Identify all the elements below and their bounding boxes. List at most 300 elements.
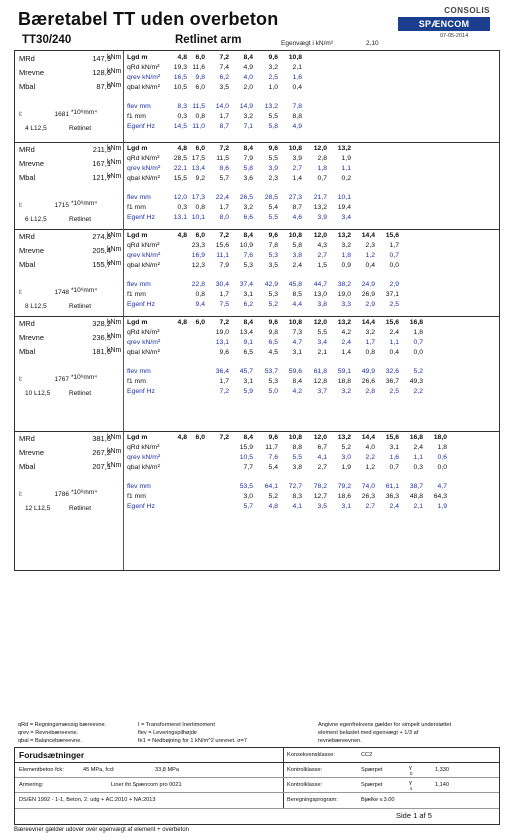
table-cell: 6,7 bbox=[317, 444, 327, 451]
table-cell: 1,8 bbox=[341, 252, 351, 259]
table-cell: 3,2 bbox=[243, 204, 253, 211]
mrd-value: 274,8 bbox=[92, 232, 111, 241]
brand-top: CONSOLIS bbox=[444, 6, 490, 15]
table-cell: 3,2 bbox=[341, 242, 351, 249]
table-cell: 4,0 bbox=[365, 444, 375, 451]
table-cell: 3,5 bbox=[219, 84, 229, 91]
table-cell: 79,2 bbox=[337, 483, 351, 490]
table-cell: 5,7 bbox=[219, 175, 229, 182]
table-cell: 5,4 bbox=[268, 464, 278, 471]
inertia-unit: *10⁶mm⁴ bbox=[71, 287, 98, 294]
table-cell: 2,4 bbox=[341, 339, 351, 346]
inertia-value: 1715 bbox=[54, 202, 69, 209]
table-cell: 1,6 bbox=[389, 454, 399, 461]
table-cell: 8,4 bbox=[292, 378, 302, 385]
table-cell: 7,5 bbox=[219, 301, 229, 308]
document-date: 07-05-2014 bbox=[440, 33, 469, 39]
table-cell: 6,2 bbox=[243, 301, 253, 308]
table-cell: 38,7 bbox=[409, 483, 423, 490]
table-cell: 8,8 bbox=[292, 113, 302, 120]
row-label-lgd: Lgd m bbox=[127, 145, 148, 152]
table-cell: 7,6 bbox=[243, 252, 253, 259]
table-cell: 0,0 bbox=[413, 349, 423, 356]
table-cell: 26,9 bbox=[361, 291, 375, 298]
table-cell: 2,8 bbox=[317, 155, 327, 162]
unit-label: kNm bbox=[107, 434, 122, 441]
mrevne-label: Mrevne bbox=[19, 448, 45, 457]
row-label-flev: flev mm bbox=[127, 483, 151, 490]
table-cell: 9,6 bbox=[268, 232, 278, 239]
table-cell: 8,8 bbox=[292, 444, 302, 451]
inertia-label: I: bbox=[19, 491, 23, 498]
table-cell: 4,9 bbox=[292, 123, 302, 130]
table-cell: 7,3 bbox=[292, 329, 302, 336]
gamma-symbol: γ bbox=[409, 765, 412, 771]
table-cell: 1,8 bbox=[413, 329, 423, 336]
table-block bbox=[15, 431, 499, 570]
table-cell: 53,5 bbox=[239, 483, 253, 490]
table-cell: 0,8 bbox=[195, 204, 205, 211]
table-cell: 3,2 bbox=[341, 388, 351, 395]
table-cell: 4,5 bbox=[268, 349, 278, 356]
inertia-label: I: bbox=[19, 376, 23, 383]
table-cell: 15,6 bbox=[385, 319, 399, 326]
program-value: Bjælke v.3.00 bbox=[361, 797, 395, 803]
table-cell: 24,9 bbox=[361, 281, 375, 288]
table-cell: 6,6 bbox=[243, 214, 253, 221]
table-cell: 6,2 bbox=[219, 74, 229, 81]
table-cell: 15,5 bbox=[173, 175, 187, 182]
mrd-value: 211,3 bbox=[92, 145, 111, 154]
table-cell: 36,4 bbox=[215, 368, 229, 375]
table-cell: 13,2 bbox=[337, 145, 351, 152]
control-class-value: Spærpet bbox=[361, 767, 383, 773]
table-cell: 4,8 bbox=[177, 319, 187, 326]
table-cell: 3,1 bbox=[389, 444, 399, 451]
table-cell: 14,9 bbox=[239, 103, 253, 110]
table-cell: 6,0 bbox=[195, 434, 205, 441]
table-cell: 44,7 bbox=[313, 281, 327, 288]
table-cell: 10,5 bbox=[239, 454, 253, 461]
table-cell: 8,3 bbox=[292, 493, 302, 500]
table-cell: 19,0 bbox=[215, 329, 229, 336]
table-cell: 7,8 bbox=[268, 242, 278, 249]
table-cell: 64,3 bbox=[433, 493, 447, 500]
table-cell: 19,4 bbox=[337, 204, 351, 211]
code-reference: DS/EN 1992 - 1-1, Beton, 2. udg + AC:2010 + NA:2013 bbox=[19, 797, 156, 803]
table-cell: 5,5 bbox=[268, 214, 278, 221]
row-label-egenf: Egenf Hz bbox=[127, 123, 155, 130]
table-cell: 64,1 bbox=[264, 483, 278, 490]
table-cell: 0,3 bbox=[177, 204, 187, 211]
legend-line: qRd = Regningsmæssig bæreevne. bbox=[18, 722, 107, 728]
table-cell: 6,5 bbox=[268, 339, 278, 346]
row-label-f1: f1 mm bbox=[127, 378, 146, 385]
row-label-qbal: qbal kN/m² bbox=[127, 262, 160, 269]
table-cell: 2,9 bbox=[389, 281, 399, 288]
table-cell: 5,2 bbox=[341, 444, 351, 451]
table-cell: 4,2 bbox=[292, 388, 302, 395]
table-cell: 8,6 bbox=[219, 165, 229, 172]
inertia-value: 1786 bbox=[54, 491, 69, 498]
table-cell: 11,6 bbox=[192, 64, 205, 71]
table-cell: 12,3 bbox=[191, 262, 205, 269]
gamma-subscript: b bbox=[410, 771, 413, 776]
table-cell: 4,8 bbox=[177, 232, 187, 239]
table-cell: 13,1 bbox=[173, 214, 187, 221]
mrevne-label: Mrevne bbox=[19, 246, 45, 255]
control-class-value: Spærpet bbox=[361, 782, 383, 788]
weight-label: Egenvægt i kN/m² bbox=[281, 40, 334, 47]
table-cell: 9,6 bbox=[268, 145, 278, 152]
table-cell: 5,4 bbox=[268, 204, 278, 211]
table-cell: 5,2 bbox=[413, 368, 423, 375]
table-cell: 18,0 bbox=[433, 434, 447, 441]
table-cell: 0,7 bbox=[317, 175, 327, 182]
mbal-value: 155,7 bbox=[92, 260, 111, 269]
table-cell: 10,9 bbox=[239, 242, 253, 249]
mrevne-value: 205,4 bbox=[92, 246, 111, 255]
table-cell: 74,0 bbox=[361, 483, 375, 490]
table-cell: 3,6 bbox=[243, 175, 253, 182]
table-block bbox=[15, 229, 499, 317]
table-cell: 16,9 bbox=[191, 252, 205, 259]
table-cell: 10,8 bbox=[288, 145, 302, 152]
table-cell: 10,8 bbox=[288, 319, 302, 326]
mbal-label: Mbal bbox=[19, 462, 36, 471]
table-cell: 36,7 bbox=[385, 378, 399, 385]
table-cell: 2,9 bbox=[365, 301, 375, 308]
table-cell: 4,7 bbox=[437, 483, 447, 490]
table-cell: 2,2 bbox=[365, 454, 375, 461]
mrd-label: MRd bbox=[19, 232, 35, 241]
weight-value: 2,10 bbox=[366, 40, 379, 47]
mrevne-value: 236,5 bbox=[92, 333, 111, 342]
table-cell: 14,4 bbox=[361, 434, 375, 441]
table-cell: 1,7 bbox=[219, 378, 229, 385]
table-cell: 2,5 bbox=[389, 301, 399, 308]
table-cell: 4,0 bbox=[243, 74, 253, 81]
table-cell: 1,9 bbox=[341, 155, 351, 162]
unit-label: kNm bbox=[107, 232, 122, 239]
table-cell: 0,8 bbox=[195, 291, 205, 298]
table-cell: 8,0 bbox=[219, 214, 229, 221]
table-cell: 28,5 bbox=[264, 194, 278, 201]
inertia-label: I: bbox=[19, 202, 23, 209]
table-cell: 21,7 bbox=[313, 194, 327, 201]
table-cell: 26,6 bbox=[361, 378, 375, 385]
table-cell: 0,6 bbox=[437, 454, 447, 461]
table-cell: 4,8 bbox=[177, 434, 187, 441]
table-cell: 72,7 bbox=[288, 483, 302, 490]
table-cell: 3,9 bbox=[317, 214, 327, 221]
table-cell: 16,5 bbox=[173, 74, 187, 81]
gamma-subscript: s bbox=[410, 786, 413, 791]
table-cell: 8,7 bbox=[219, 123, 229, 130]
table-cell: 32,6 bbox=[385, 368, 399, 375]
concrete-label: Elementbeton fck: bbox=[19, 767, 64, 773]
table-cell: 4,6 bbox=[292, 214, 302, 221]
row-label-lgd: Lgd m bbox=[127, 434, 148, 441]
table-cell: 8,3 bbox=[177, 103, 187, 110]
table-cell: 1,9 bbox=[341, 464, 351, 471]
program-label: Beregningsprogram: bbox=[287, 797, 338, 803]
table-cell: 12,8 bbox=[313, 378, 327, 385]
table-cell: 10,8 bbox=[288, 434, 302, 441]
table-cell: 7,2 bbox=[219, 232, 229, 239]
consequence-label: Konsekvensklasse: bbox=[287, 752, 335, 758]
table-cell: 13,4 bbox=[239, 329, 253, 336]
table-cell: 22,4 bbox=[215, 194, 229, 201]
table-cell: 45,7 bbox=[239, 368, 253, 375]
table-cell: 5,9 bbox=[243, 388, 253, 395]
product-name: TT30/240 bbox=[22, 34, 72, 46]
mrd-label: MRd bbox=[19, 319, 35, 328]
unit-label: kNm bbox=[107, 173, 122, 180]
table-cell: 6,0 bbox=[195, 54, 205, 61]
mbal-label: Mbal bbox=[19, 173, 36, 182]
table-cell: 13,2 bbox=[337, 232, 351, 239]
table-cell: 3,8 bbox=[317, 301, 327, 308]
page-title: Bæretabel TT uden overbeton bbox=[18, 9, 279, 29]
table-cell: 3,2 bbox=[243, 113, 253, 120]
unit-label: kNm bbox=[107, 159, 122, 166]
table-cell: 0,2 bbox=[341, 175, 351, 182]
unit-label: kNm bbox=[107, 82, 122, 89]
table-cell: 13,0 bbox=[313, 291, 327, 298]
table-cell: 26,5 bbox=[239, 194, 253, 201]
table-cell: 26,3 bbox=[361, 493, 375, 500]
row-label-egenf: Egenf Hz bbox=[127, 214, 155, 221]
row-label-qrev: qrev kN/m² bbox=[127, 252, 161, 259]
row-label-flev: flev mm bbox=[127, 103, 151, 110]
table-cell: 45,8 bbox=[288, 281, 302, 288]
table-cell: 0,7 bbox=[389, 252, 399, 259]
table-cell: 11,1 bbox=[216, 252, 229, 259]
table-cell: 9,8 bbox=[195, 74, 205, 81]
row-label-qRd: qRd kN/m² bbox=[127, 444, 160, 451]
table-cell: 3,1 bbox=[243, 291, 253, 298]
row-label-qRd: qRd kN/m² bbox=[127, 329, 160, 336]
row-label-qRd: qRd kN/m² bbox=[127, 242, 160, 249]
table-cell: 7,4 bbox=[219, 64, 229, 71]
inertia-unit: *10⁶mm⁴ bbox=[71, 200, 98, 207]
row-label-egenf: Egenf Hz bbox=[127, 301, 155, 308]
unit-label: kNm bbox=[107, 145, 122, 152]
table-cell: 23,3 bbox=[191, 242, 205, 249]
table-cell: 6,0 bbox=[195, 319, 205, 326]
table-cell: 13,4 bbox=[191, 165, 205, 172]
table-cell: 3,5 bbox=[268, 262, 278, 269]
reinforcement-value: Liner iht Spæncom pro 0021 bbox=[111, 782, 182, 788]
table-cell: 4,8 bbox=[268, 503, 278, 510]
table-cell: 0,0 bbox=[437, 464, 447, 471]
table-cell: 5,3 bbox=[243, 262, 253, 269]
table-cell: 5,0 bbox=[268, 388, 278, 395]
row-label-flev: flev mm bbox=[127, 368, 151, 375]
table-cell: 0,7 bbox=[389, 464, 399, 471]
footer-note: Bæreevner gælder udover over egenvægt af element + overbeton bbox=[14, 827, 189, 833]
table-cell: 28,5 bbox=[173, 155, 187, 162]
table-cell: 53,7 bbox=[264, 368, 278, 375]
table-cell: 9,4 bbox=[195, 301, 205, 308]
mrevne-value: 267,2 bbox=[92, 448, 111, 457]
legend-line: qbal = Balancebæreevne. bbox=[18, 738, 82, 744]
table-cell: 61,1 bbox=[385, 483, 399, 490]
table-cell: 14,4 bbox=[361, 232, 375, 239]
table-cell: 49,3 bbox=[409, 378, 423, 385]
table-block bbox=[15, 316, 499, 432]
table-cell: 3,0 bbox=[341, 454, 351, 461]
table-cell: 12,0 bbox=[313, 319, 327, 326]
table-cell: 1,1 bbox=[341, 165, 351, 172]
row-label-qrev: qrev kN/m² bbox=[127, 165, 161, 172]
inertia-label: I: bbox=[19, 111, 23, 118]
table-cell: 12,0 bbox=[313, 145, 327, 152]
table-cell: 18,6 bbox=[337, 493, 351, 500]
table-cell: 2,5 bbox=[389, 388, 399, 395]
reinforcement-type: Retlinet bbox=[69, 390, 92, 397]
table-cell: 7,7 bbox=[243, 464, 253, 471]
unit-label: kNm bbox=[107, 68, 122, 75]
table-cell: 27,3 bbox=[288, 194, 302, 201]
table-cell: 7,9 bbox=[219, 262, 229, 269]
row-label-qbal: qbal kN/m² bbox=[127, 349, 160, 356]
table-cell: 17,5 bbox=[191, 155, 205, 162]
mbal-value: 181,6 bbox=[92, 347, 111, 356]
mbal-label: Mbal bbox=[19, 260, 36, 269]
table-cell: 1,6 bbox=[292, 74, 302, 81]
table-cell: 49,9 bbox=[361, 368, 375, 375]
mrd-label: MRd bbox=[19, 54, 35, 63]
table-cell: 8,7 bbox=[292, 204, 302, 211]
mrd-value: 328,2 bbox=[92, 319, 111, 328]
table-cell: 5,5 bbox=[317, 329, 327, 336]
table-cell: 2,7 bbox=[317, 464, 327, 471]
reinforcement-count: 6 L12,5 bbox=[25, 216, 47, 223]
table-cell: 12,0 bbox=[313, 434, 327, 441]
table-cell: 10,5 bbox=[173, 84, 187, 91]
table-cell: 9,6 bbox=[268, 54, 278, 61]
legend-line: fe1 = Nedbøjning for 1 kN/m^2 urevnet. σ=7 bbox=[138, 738, 247, 744]
table-cell: 3,1 bbox=[292, 349, 302, 356]
table-cell: 59,6 bbox=[288, 368, 302, 375]
table-cell: 2,4 bbox=[292, 262, 302, 269]
table-cell: 7,2 bbox=[219, 434, 229, 441]
table-cell: 12,0 bbox=[313, 232, 327, 239]
row-label-lgd: Lgd m bbox=[127, 54, 148, 61]
table-block bbox=[15, 51, 499, 143]
table-cell: 30,4 bbox=[215, 281, 229, 288]
table-cell: 78,2 bbox=[313, 483, 327, 490]
table-cell: 8,4 bbox=[243, 434, 253, 441]
table-cell: 5,2 bbox=[268, 493, 278, 500]
mrevne-value: 167,1 bbox=[92, 159, 111, 168]
control-class-label: Kontrolklasse: bbox=[287, 782, 323, 788]
table-cell: 16,8 bbox=[409, 434, 423, 441]
table-cell: 7,6 bbox=[268, 454, 278, 461]
row-label-qbal: qbal kN/m² bbox=[127, 84, 160, 91]
table-cell: 36,3 bbox=[385, 493, 399, 500]
table-cell: 1,1 bbox=[389, 339, 399, 346]
mbal-label: Mbal bbox=[19, 347, 36, 356]
table-cell: 1,5 bbox=[317, 262, 327, 269]
mrd-value: 147,9 bbox=[92, 54, 111, 63]
table-cell: 3,1 bbox=[243, 378, 253, 385]
concrete-value: 45 MPa, fcd: bbox=[83, 767, 115, 773]
unit-label: kNm bbox=[107, 319, 122, 326]
row-label-flev: flev mm bbox=[127, 281, 151, 288]
table-cell: 3,4 bbox=[341, 214, 351, 221]
table-cell: 10,8 bbox=[288, 54, 302, 61]
inertia-value: 1767 bbox=[54, 376, 69, 383]
row-label-f1: f1 mm bbox=[127, 291, 146, 298]
table-cell: 0,8 bbox=[365, 349, 375, 356]
mrevne-label: Mrevne bbox=[19, 159, 45, 168]
legend-note: Angivne egenfrekvens gælder for simpelt understøttet bbox=[318, 722, 452, 728]
concrete-value-fcd: 33,8 MPa bbox=[155, 767, 179, 773]
row-label-qrev: qrev kN/m² bbox=[127, 339, 161, 346]
table-cell: 3,8 bbox=[292, 464, 302, 471]
table-cell: 6,5 bbox=[243, 349, 253, 356]
reinforcement-count: 8 L12,5 bbox=[25, 303, 47, 310]
table-cell: 9,1 bbox=[243, 339, 253, 346]
mrd-value: 381,6 bbox=[92, 434, 111, 443]
table-cell: 1,7 bbox=[219, 291, 229, 298]
table-cell: 2,1 bbox=[317, 349, 327, 356]
table-cell: 37,4 bbox=[239, 281, 253, 288]
table-cell: 3,9 bbox=[268, 165, 278, 172]
table-cell: 4,4 bbox=[292, 301, 302, 308]
table-cell: 8,4 bbox=[243, 54, 253, 61]
table-cell: 2,4 bbox=[413, 444, 423, 451]
table-cell: 9,2 bbox=[195, 175, 205, 182]
table-cell: 18,8 bbox=[337, 378, 351, 385]
table-cell: 6,0 bbox=[195, 84, 205, 91]
table-cell: 3,5 bbox=[317, 503, 327, 510]
table-cell: 0,9 bbox=[341, 262, 351, 269]
table-cell: 1,7 bbox=[219, 113, 229, 120]
inertia-value: 1748 bbox=[54, 289, 69, 296]
mbal-value: 87,0 bbox=[96, 82, 111, 91]
table-cell: 11,5 bbox=[216, 155, 229, 162]
table-cell: 1,7 bbox=[389, 242, 399, 249]
table-cell: 6,0 bbox=[195, 145, 205, 152]
control-class-label: Kontrolklasse: bbox=[287, 767, 323, 773]
brand-logo bbox=[398, 6, 490, 31]
legend-line: qrev = Revnebæreevne. bbox=[18, 730, 79, 736]
table-cell: 17,3 bbox=[191, 194, 205, 201]
table-cell: 3,1 bbox=[341, 503, 351, 510]
table-cell: 10,1 bbox=[337, 194, 351, 201]
table-cell: 2,5 bbox=[268, 74, 278, 81]
table-cell: 0,4 bbox=[389, 349, 399, 356]
inertia-value: 1681 bbox=[54, 111, 69, 118]
table-cell: 1,4 bbox=[292, 175, 302, 182]
row-label-qrev: qrev kN/m² bbox=[127, 74, 161, 81]
table-cell: 1,7 bbox=[365, 339, 375, 346]
gamma-b-value: 1,330 bbox=[435, 767, 449, 773]
table-cell: 5,8 bbox=[292, 242, 302, 249]
inertia-unit: *10⁶mm⁴ bbox=[71, 489, 98, 496]
table-block bbox=[15, 142, 499, 230]
table-cell: 22,1 bbox=[173, 165, 187, 172]
legend-note: element belastet med egenvægt + 1/3 af bbox=[318, 730, 419, 736]
mrevne-label: Mrevne bbox=[19, 68, 45, 77]
reinforcement-type: Retlinet bbox=[69, 125, 92, 132]
row-label-f1: f1 mm bbox=[127, 493, 146, 500]
table-cell: 10,1 bbox=[191, 214, 205, 221]
